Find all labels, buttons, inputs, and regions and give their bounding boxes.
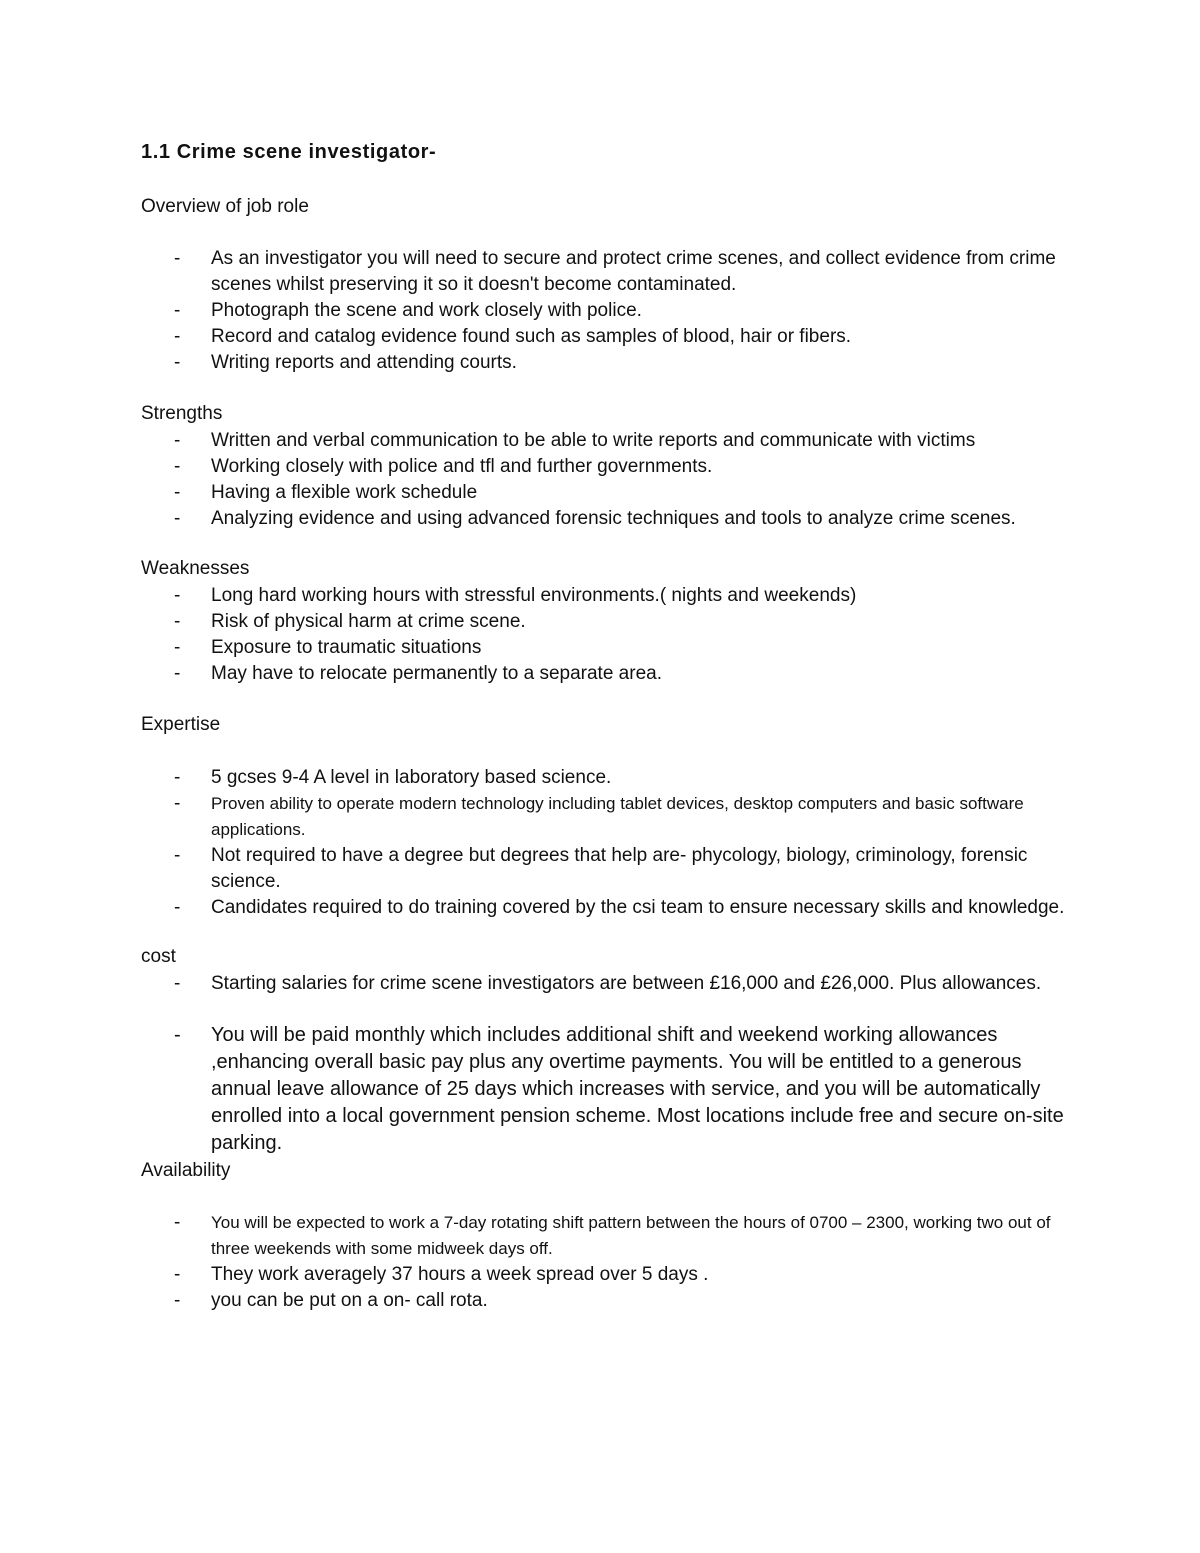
list-item: - May have to relocate permanently to a separate area. bbox=[141, 661, 1071, 687]
overview-heading: Overview of job role bbox=[141, 196, 309, 217]
bullet-dash: - bbox=[174, 1264, 181, 1285]
bullet-dash: - bbox=[174, 352, 181, 373]
bullet-dash: - bbox=[174, 1212, 181, 1233]
page-title: 1.1 Crime scene investigator- bbox=[141, 141, 437, 163]
bullet-dash: - bbox=[174, 663, 181, 684]
list-item: - You will be paid monthly which includes additional shift and weekend working allowances ,enhancing overall basic pay plus any overtime payments. You will be entitled to a generous annual leave allowance of 25 days which increases with service, and you will be automatically enrolled into a local government pension scheme. Most locations include free and secure on-site parking. bbox=[174, 1024, 1064, 1154]
availability-heading: Availability bbox=[141, 1160, 231, 1181]
cost-list-salary bbox=[141, 971, 1071, 997]
bullet-dash: - bbox=[174, 456, 181, 477]
cost-heading: cost bbox=[141, 946, 176, 967]
availability-list bbox=[141, 1210, 1071, 1314]
list-item: - Having a flexible work schedule bbox=[141, 480, 1071, 506]
bullet-dash: - bbox=[174, 430, 181, 451]
bullet-dash: - bbox=[174, 793, 181, 814]
weaknesses-list bbox=[141, 583, 1071, 687]
bullet-dash: - bbox=[174, 1290, 181, 1311]
bullet-dash: - bbox=[174, 508, 181, 529]
list-item: - Written and verbal communication to be able to write reports and communicate with victims bbox=[141, 428, 1071, 454]
expertise-heading: Expertise bbox=[141, 714, 221, 735]
bullet-dash: - bbox=[174, 897, 181, 918]
bullet-dash: - bbox=[174, 326, 181, 347]
strengths-list bbox=[141, 428, 1071, 532]
list-item: - you can be put on a on- call rota. bbox=[141, 1288, 1071, 1314]
list-item: - Writing reports and attending courts. bbox=[141, 350, 1071, 376]
bullet-dash: - bbox=[174, 482, 181, 503]
bullet-dash: - bbox=[174, 248, 181, 269]
strengths-heading: Strengths bbox=[141, 403, 223, 424]
bullet-dash: - bbox=[174, 300, 181, 321]
overview-list bbox=[141, 246, 1071, 376]
list-item: - Proven ability to operate modern technology including tablet devices, desktop computers and basic software applications. bbox=[174, 793, 1024, 839]
weaknesses-heading: Weaknesses bbox=[141, 558, 250, 579]
list-item: - Long hard working hours with stressful environments.( nights and weekends) bbox=[141, 583, 1071, 609]
list-item: - As an investigator you will need to secure and protect crime scenes, and collect evidence from crime scenes whilst preserving it so it doesn't become contaminated. bbox=[174, 248, 1056, 295]
bullet-dash: - bbox=[174, 585, 181, 606]
bullet-dash: - bbox=[174, 611, 181, 632]
list-item: - They work averagely 37 hours a week spread over 5 days . bbox=[141, 1262, 1071, 1288]
list-item: - You will be expected to work a 7-day rotating shift pattern between the hours of 0700 – 2300, working two out of three weekends with some midweek days off. bbox=[174, 1212, 1051, 1258]
list-item: - Not required to have a degree but degrees that help are- phycology, biology, criminology, forensic science. bbox=[174, 845, 1028, 892]
bullet-dash: - bbox=[174, 637, 181, 658]
list-item: - Candidates required to do training covered by the csi team to ensure necessary skills and knowledge. bbox=[141, 895, 1071, 921]
cost-list-pay bbox=[141, 1022, 1071, 1157]
list-item: - Risk of physical harm at crime scene. bbox=[141, 609, 1071, 635]
list-item: - Photograph the scene and work closely with police. bbox=[141, 298, 1071, 324]
list-item: - Analyzing evidence and using advanced forensic techniques and tools to analyze crime scenes. bbox=[141, 506, 1071, 532]
list-item: - Record and catalog evidence found such as samples of blood, hair or fibers. bbox=[141, 324, 1071, 350]
bullet-dash: - bbox=[174, 973, 181, 994]
bullet-dash: - bbox=[174, 767, 181, 788]
expertise-list bbox=[141, 765, 1071, 921]
list-item: - Working closely with police and tfl and further governments. bbox=[141, 454, 1071, 480]
list-item: - Exposure to traumatic situations bbox=[141, 635, 1071, 661]
list-item: - 5 gcses 9-4 A level in laboratory based science. bbox=[141, 765, 1071, 791]
bullet-dash: - bbox=[174, 845, 181, 866]
bullet-dash: - bbox=[174, 1024, 181, 1046]
list-item: - Starting salaries for crime scene investigators are between £16,000 and £26,000. Plus allowances. bbox=[141, 971, 1071, 997]
